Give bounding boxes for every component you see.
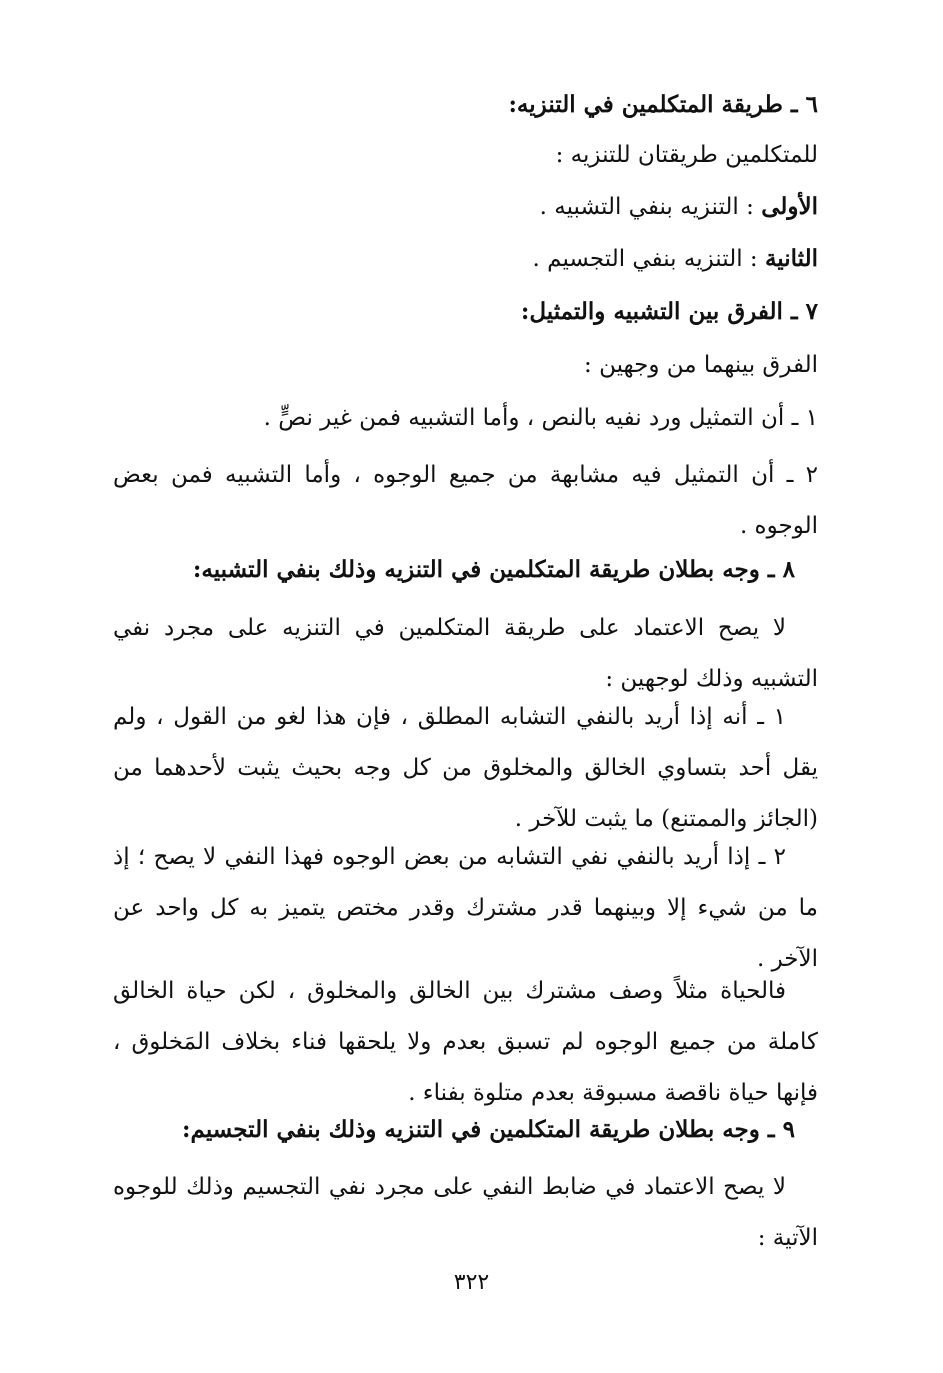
section-8-heading: ٨ ـ وجه بطلان طريقة المتكلمين في التنزيه وذلك بنفي التشبيه: (192, 556, 795, 583)
first-label: الأولى (761, 193, 818, 220)
section-7-point-2: ٢ ـ أن التمثيل فيه مشابهة من جميع الوجوه ، وأما التشبيه فمن بعض الوجوه . (113, 462, 819, 539)
section-6-second-item (533, 244, 818, 274)
section-9-intro: لا يصح الاعتماد في ضابط النفي على مجرد نفي التجسيم وذلك للوجوه الآتية : (113, 1174, 818, 1251)
first-text: : التنزيه بنفي التشبيه . (539, 194, 754, 220)
section-7-heading: ٧ ـ الفرق بين التشبيه والتمثيل: (520, 298, 818, 325)
section-6-intro: للمتكلمين طريقتان للتنزيه : (555, 142, 818, 168)
section-9-heading: ٩ ـ وجه بطلان طريقة المتكلمين في التنزيه وذلك بنفي التجسيم: (182, 1116, 795, 1143)
section-7-intro: الفرق بينهما من وجهين : (584, 352, 818, 378)
second-label: الثانية (764, 245, 818, 272)
section-8-point-1: ١ ـ أنه إذا أريد بالنفي التشابه المطلق ، فإن هذا لغو من القول ، ولم يقل أحد بتساوي الخالق والمخلوق من كل وجه بحيث يثبت لأحدهما من (الجائز والممتنع) ما يثبت للآخر . (113, 704, 818, 832)
section-8-intro: لا يصح الاعتماد على طريقة المتكلمين في التنزيه على مجرد نفي التشبيه وذلك لوجهين : (113, 615, 818, 692)
section-6-heading: ٦ ـ طريقة المتكلمين في التنزيه: (508, 91, 818, 118)
section-6-first-item (540, 192, 818, 222)
page-number: ٣٢٢ (453, 1270, 490, 1295)
section-8-example: فالحياة مثلاً وصف مشترك بين الخالق والمخلوق ، لكن حياة الخالق كاملة من جميع الوجوه لم تسبق بعدم ولا يلحقها فناء بخلاف المَخلوق ، فإنها حياة ناقصة مسبوقة بعدم متلوة بفناء . (113, 978, 818, 1106)
section-8-point-2: ٢ ـ إذا أريد بالنفي نفي التشابه من بعض الوجوه فهذا النفي لا يصح ؛ إذ ما من شيء إلا وبينهما قدر مشترك وقدر مختص يتميز به كل واحد عن الآخر . (113, 844, 818, 972)
section-7-point-1: ١ ـ أن التمثيل ورد نفيه بالنص ، وأما التشبيه فمن غير نصٍّ . (263, 405, 818, 431)
second-text: : التنزيه بنفي التجسيم . (532, 246, 758, 272)
